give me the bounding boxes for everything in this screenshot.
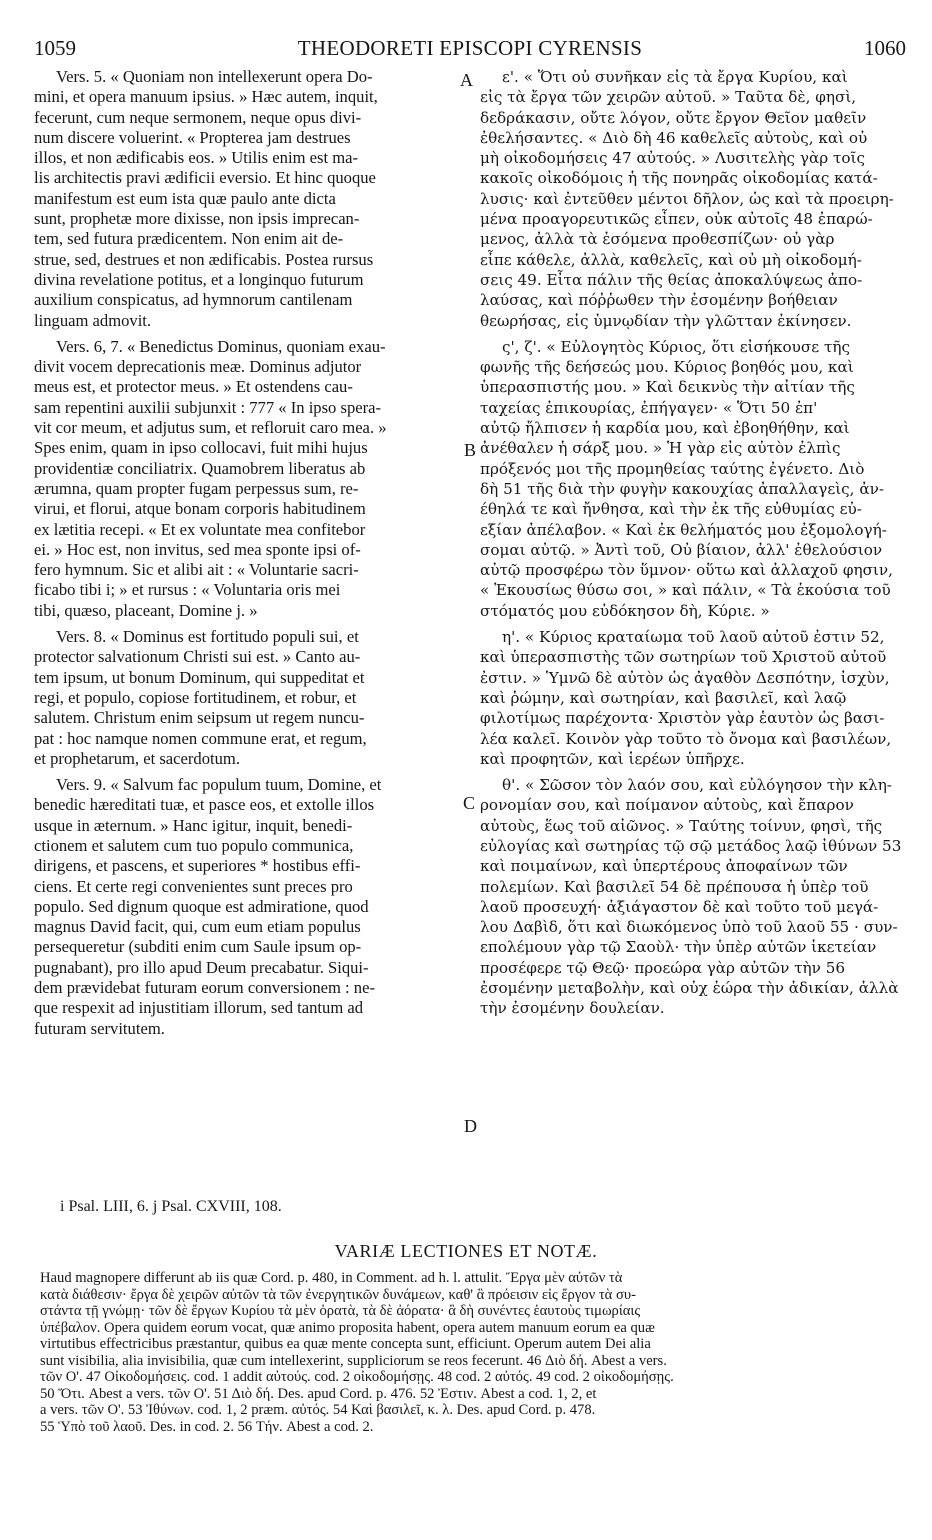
note-line: 50 Ὅτι. Abest a vers. τῶν Ο'. 51 Διὸ δή. Des. apud Cord. p. 476. 52 Ἐστιν. Abest a cod. 1, 2, et (40, 1385, 597, 1402)
paragraph (480, 67, 902, 331)
text-line: ἐσομένην μεταβολὴν, καὶ οὐχ ἑώρα τὴν ἀδικίαν, ἀλλὰ (480, 979, 899, 998)
page-header (34, 36, 906, 62)
text-line: έθηλά τε καὶ ἤνθησα, καὶ τὴν ἐκ τῆς εὐθυμίας εὐ- (480, 500, 862, 519)
text-line: κακοῖς οἰκοδόμοις ἡ τῆς πονηρᾶς οἰκοδομίας κατά- (480, 169, 878, 188)
text-line: πολεμίων. Καὶ βασιλεῖ 54 δὲ πρέπουσα ἡ ὑπὲρ τοῦ (480, 877, 869, 896)
notes-heading: VARIÆ LECTIONES ET NOTÆ. (334, 1241, 598, 1261)
text-line: καὶ ποιμαίνων, καὶ ὑπερτέρους ἀποφαίνων τῶν (480, 857, 848, 876)
text-line: vit cor meum, et adjutus sum, et refloruit caro mea. » (34, 418, 387, 438)
text-line: fero hymnum. Sic et alibi ait : « Voluntarie sacri- (34, 560, 359, 580)
text-line: Spes enim, quam in ipso collocavi, fuit mihi hujus (34, 438, 368, 458)
text-line: καὶ προφητῶν, καὶ ἱερέων ὑπῆρχε. (480, 749, 745, 768)
text-line: μὴ οἰκοδομήσεις 47 αὐτούς. » Λυσιτελὴς γὰρ τοῖς (480, 149, 865, 168)
note-line: στάντα τῇ γνώμῃ· τῶν δὲ ἔργων Κυρίου τὰ μὲν ὁρατὰ, τὰ δὲ ἀόρατα· ἃ δὴ συνέντες ἑαυτοὺς τιμωρίαις (40, 1303, 641, 1319)
text-line: ἐστιν. » Ὑμνῶ δὲ αὐτὸν ὡς ἀγαθὸν Δεσπότην, ἰσχὺν, (480, 668, 890, 687)
text-line: tem ipsum, ut bonum Dominum, qui suppeditat et (34, 667, 365, 687)
note-line: 55 Ὑπὸ τοῦ λαοῦ. Des. in cod. 2. 56 Τήν. Abest a cod. 2. (40, 1418, 374, 1435)
text-line: fecerunt, cum neque sermonem, neque opus divi- (34, 107, 362, 127)
text-line: στόματός μου εὐδόκησον δὴ, Κύριε. » (480, 601, 770, 620)
note-line: a vers. τῶν Ο'. 53 Ἰθύνων. cod. 1, 2 præm. αὐτός. 54 Καὶ βασιλεῖ, κ. λ. Des. apud Cord. p. 478. (40, 1402, 596, 1418)
text-line: manifestum est eum ista quæ paulo ante dicta (34, 188, 336, 208)
text-line: ς', ζ'. « Εὐλογητὸς Κύριος, ὅτι εἰσήκουσε τῆς (502, 337, 850, 356)
running-title: THEODORETI EPISCOPI CYRENSIS (297, 36, 643, 60)
text-line: et prophetarum, et sacerdotum. (34, 748, 240, 768)
text-line: λαύσας, καὶ πόῤῥωθεν τὴν ἐσομένην βοήθειαν (480, 291, 838, 310)
text-line: αὐτῷ ἤλπισεν ἡ καρδία μου, καὶ ἐβοηθήθην, καὶ (480, 419, 850, 438)
text-line: λαοῦ προσευχή· ἀξιάγαστον δὲ καὶ τοῦτο τοῦ μεγά- (480, 897, 879, 916)
margin-marker-a: A (460, 70, 473, 90)
text-line: φιλοτίμως παρέχοντα· Χριστὸν γὰρ ἑαυτὸν ὡς βασι- (480, 709, 885, 728)
note-line: virtutibus effectricibus præstantur, quibus ea quæ mente concepta sunt, efficiunt. Operum autem Dei alia (40, 1336, 651, 1352)
text-line: salutem. Christum enim seipsum ut regem nuncu- (34, 708, 365, 728)
text-line: εἰς τὰ ἔργα τῶν χειρῶν αὐτοῦ. » Ταῦτα δὲ, φησὶ, (480, 88, 857, 107)
text-line: αὐτῷ προσφέρω τὸν ὕμνον· οὕτω καὶ ἀλλαχοῦ φησιν, (480, 561, 893, 580)
text-line: providentiæ conciliatrix. Quamobrem liberatus ab (34, 458, 366, 478)
text-line: πρόξενός μοι τῆς προμηθείας ταύτης ἐγένετο. Διὸ (480, 459, 865, 478)
text-line: tibi, quæso, placeant, Domine j. » (34, 600, 258, 620)
text-line: καὶ ῥώμην, καὶ σωτηρίαν, καὶ βασιλεῖ, καὶ λαῷ (480, 688, 847, 707)
text-line: επολέμουν γὰρ τῷ Σαοὺλ· τὴν ὑπὲρ αὐτῶν ἱκετείαν (480, 938, 877, 957)
text-line: ctionem et salutem cum tuo populo communica, (34, 835, 354, 855)
note-line: Haud magnopere differunt ab iis quæ Cord. p. 480, in Comment. ad h. l. attulit. Ἔργα μὲν αὐτῶν τὰ (40, 1270, 623, 1286)
text-line: divina revelatione potitus, et a longinquo futurum (34, 269, 364, 289)
paragraph (34, 67, 458, 331)
text-line: εξίαν ἀπέλαβον. « Καὶ ἐκ θελήματός μου ἐξομολογή- (480, 520, 887, 539)
text-line: ὑπερασπιστής μου. » Καὶ δεικνὺς τὴν αἰτίαν τῆς (480, 378, 855, 397)
paragraph (34, 627, 458, 769)
text-line: mini, et opera manuum ipsius. » Hæc autem, inquit, (34, 87, 378, 107)
text-line: η'. « Κύριος κραταίωμα τοῦ λαοῦ αὐτοῦ ἐστιν 52, (502, 628, 885, 647)
text-line: divit vocem deprecationis meæ. Dominus adjutor (34, 357, 362, 377)
greek-column (480, 67, 902, 1025)
text-line: θεωρήσας, εἰς ὑμνῳδίαν τὴν γλῶτταν ἐκίνησεν. (480, 311, 852, 330)
text-line: καὶ ὑπερασπιστὴς τῶν σωτηρίων τοῦ Χριστοῦ αὐτοῦ (480, 648, 887, 667)
note-line: ὑπέβαλον. Opera quidem eorum vocat, quæ animo proposita habent, opera autem manuum eorum ea quæ (40, 1319, 655, 1336)
text-line: benedic hæreditati tuæ, et pasce eos, et extolle illos (34, 795, 375, 815)
text-line: ε'. « Ὅτι οὐ συνῆκαν εἰς τὰ ἔργα Κυρίου, καὶ (502, 68, 848, 86)
text-line: pat : hoc namque nomen commune erat, et regum, (34, 728, 367, 748)
text-line: εἶπε κάθελε, ἀλλὰ, καθελεῖς, καὶ οὐ μὴ οἰκοδομή- (480, 250, 862, 269)
page-number-left: 1059 (34, 36, 76, 60)
text-line: linguam admovit. (34, 310, 152, 330)
text-line: προσέφερε τῷ Θεῷ· προεώρα γὰρ αὐτῶν τὴν 56 (480, 958, 846, 977)
text-line: sunt, prophetæ more dixisse, non ipsis imprecan- (34, 209, 360, 229)
text-line: δὴ 51 τῆς διὰ τὴν φυγὴν κακουχίας ἀπαλλαγεὶς, ἀν- (480, 479, 884, 498)
text-line: ex lætitia recepi. « Et ex voluntate mea confitebor (34, 519, 366, 539)
scripture-footnote: i Psal. LIII, 6. j Psal. CXVIII, 108. (60, 1198, 282, 1215)
margin-marker-d: D (464, 1116, 477, 1136)
text-line: ciens. Et certe regi convenientes sunt preces pro (34, 876, 353, 896)
text-line: virui, et florui, atque bonam corporis habitudinem (34, 499, 366, 519)
note-line: κατὰ διάθεσιν· ἔργα δὲ χειρῶν αὐτῶν τὰ τῶν ἐνεργητικῶν δυνάμεων, καθ' ἃ πρόεισιν εἰς ἔργον τὰ συ- (40, 1286, 636, 1303)
text-line: strue, sed, destrues et non ædificabis. Postea rursus (34, 249, 374, 269)
text-line: magnus David facit, qui, cum eum etiam populus (34, 917, 361, 937)
text-line: Vers. 9. « Salvum fac populum tuum, Domine, et (56, 775, 382, 795)
text-line: futuram servitutem. (34, 1018, 165, 1038)
note-line: sunt visibilia, alia invisibilia, quæ cum intellexerint, suppliciorum se reos fecerunt. 46 Διὸ δή. Abest a vers. (40, 1352, 667, 1369)
paragraph (34, 775, 458, 1039)
text-line: num discere voluerint. « Propterea jam destrues (34, 127, 351, 147)
text-line: dem prævidebat futuram eorum conversionem : ne- (34, 978, 375, 998)
text-line: auxilium conspicatus, ad hymnorum cantilenam (34, 290, 353, 310)
text-line: tem, sed futura prædicentem. Non enim ait de- (34, 229, 344, 249)
text-line: ἐθελήσαντες. « Διὸ δὴ 46 καθελεῖς αὐτοὺς, καὶ οὐ (480, 128, 868, 147)
text-line: populo. Sed dignum quoque est admiratione, quod (34, 896, 369, 916)
text-line: Vers. 5. « Quoniam non intellexerunt opera Do- (56, 67, 373, 86)
text-line: regi, et populo, copiose fortitudinem, et robur, et (34, 687, 357, 707)
latin-column (34, 67, 458, 1045)
text-line: μένα προαγορευτικῶς εἶπεν, οὐκ αὐτοῖς 48 ἐπαρώ- (480, 210, 873, 229)
text-line: ei. » Hoc est, non invitus, sed mea sponte ipsi of- (34, 539, 361, 559)
text-line: λέα καλεῖ. Κοινὸν γὰρ τοῦτο τὸ ὄνομα καὶ βασιλέων, (480, 729, 892, 748)
text-line: lis architectis pravi ædificii eversio. Et hinc quoque (34, 168, 376, 188)
text-line: εὐλογίας καὶ σωτηρίας τῷ σῷ μετάδος λαῷ ἰθύνων 53 (480, 836, 902, 855)
text-line: σομαι αὐτῷ. » Ἀντὶ τοῦ, Οὐ βίαιον, ἀλλ' ἐθελούσιον (480, 540, 883, 559)
text-line: protector salvationum Christi sui est. » Canto au- (34, 647, 361, 667)
text-line: δεδράκασιν, οὔτε λόγον, οὔτε ἔργον Θεῖον μαθεῖν (480, 108, 867, 127)
text-line: λου Δαβὶδ, ὅτι καὶ διωκόμενος ὑπὸ τοῦ λαοῦ 55 · συν- (480, 918, 898, 937)
margin-marker-c: C (463, 793, 476, 813)
text-line: « Ἑκουσίως θύσω σοι, » καὶ πάλιν, « Τὰ ἑκούσια τοῦ (480, 581, 891, 600)
text-line: persequeretur (subditi enim cum Saule ipsum op- (34, 937, 362, 957)
text-line: ρονομίαν σου, καὶ ποίμανον αὐτοὺς, καὶ ἔπαρον (480, 796, 854, 815)
page-number-right: 1060 (864, 36, 906, 60)
text-line: λυσις· καὶ ἐντεῦθεν μέντοι δῆλον, ὡς καὶ τὰ προειρη- (480, 189, 894, 208)
text-line: dirigens, et pascens, et superiores * hostibus effi- (34, 856, 361, 876)
paragraph (480, 775, 902, 1019)
text-line: illos, et non ædificabis eos. » Utilis enim est ma- (34, 148, 358, 168)
text-line: σεις 49. Εἶτα πάλιν τῆς θείας ἀποκαλύψεως ἀπο- (480, 270, 863, 289)
text-line: φωνῆς τῆς δεήσεώς μου. Κύριος βοηθός μου, καὶ (480, 358, 854, 377)
text-line: sam repentini auxilii subjunxit : 777 « In ipso spera- (34, 397, 382, 417)
paragraph (480, 337, 902, 621)
paragraph (480, 627, 902, 769)
text-line: ficabo tibi i; » et rursus : « Voluntaria oris mei (34, 580, 341, 600)
text-line: ταχείας ἐπικουρίας, ἐπήγαγεν· « Ὅτι 50 ἐπ' (480, 398, 818, 417)
text-line: Vers. 8. « Dominus est fortitudo populi sui, et (56, 627, 359, 647)
text-line: αὐτοὺς, ἕως τοῦ αἰῶνος. » Ταύτης τοίνυν, φησὶ, τῆς (480, 816, 883, 835)
text-line: meus est, et protector meus. » Et ostendens cau- (34, 377, 353, 397)
text-line: que respexit ad injustitiam illorum, sed tantum ad (34, 998, 364, 1018)
note-line: τῶν Ο'. 47 Οἰκοδομήσεις. cod. 1 addit αὐτούς. cod. 2 οἰκοδομήσῃς. 48 cod. 2 αὐτός. 49 cod. 2 οἰκοδομήσῃς. (40, 1369, 674, 1385)
text-line: ærumna, quam propter fugam perpessus sum, re- (34, 478, 359, 498)
text-line: θ'. « Σῶσον τὸν λαόν σου, καὶ εὐλόγησον τὴν κλη- (502, 776, 892, 795)
text-line: μενος, ἀλλὰ τὰ ἐσόμενα προθεσπίζων· οὐ γὰρ (480, 230, 835, 249)
text-line: usque in æternum. » Hanc igitur, inquit, benedi- (34, 815, 353, 835)
text-line: Vers. 6, 7. « Benedictus Dominus, quoniam exau- (56, 336, 386, 356)
notes-block (40, 1270, 902, 1435)
text-line: ἀνέθαλεν ἡ σάρξ μου. » Ἡ γὰρ εἰς αὐτὸν ἐλπὶς (480, 439, 841, 458)
text-line: pugnabant), pro illo apud Deum precabatur. Siqui- (34, 957, 369, 977)
paragraph (34, 337, 458, 621)
text-line: τὴν ἐσομένην δουλείαν. (480, 999, 665, 1018)
margin-marker-b: B (464, 440, 477, 460)
